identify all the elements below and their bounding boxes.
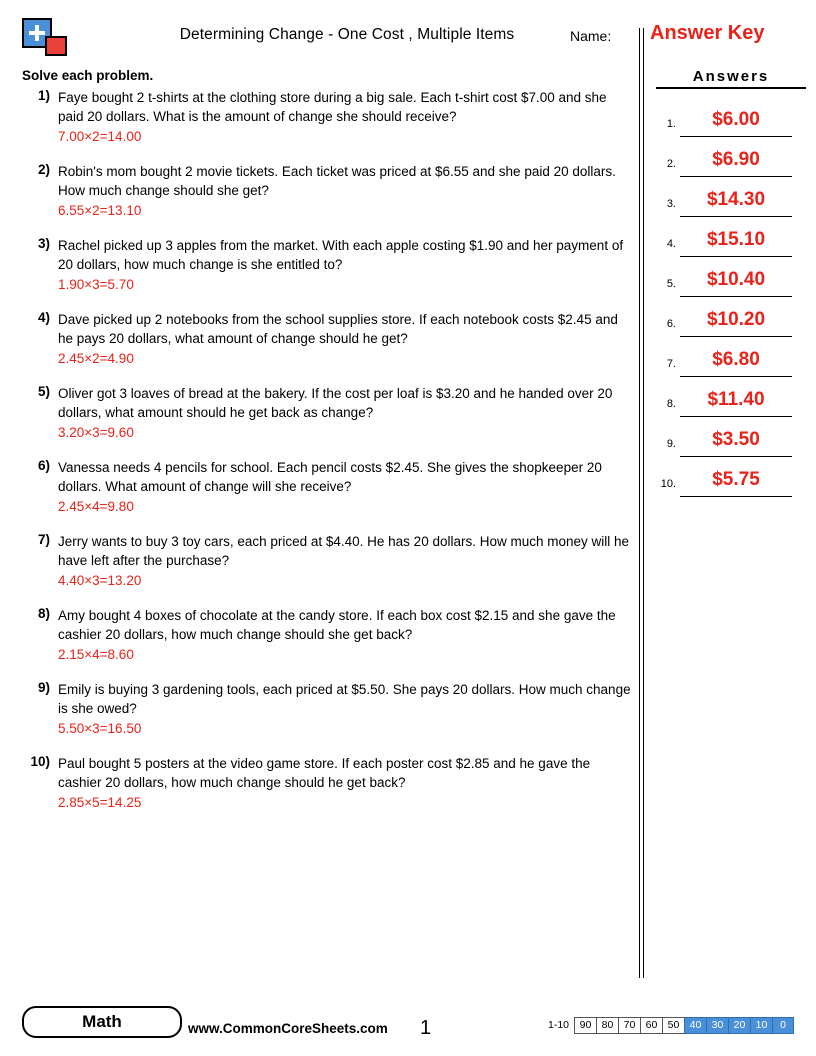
problem-text: Oliver got 3 loaves of bread at the bakery. If the cost per loaf is $3.20 and he handed over 20 dollars, what amount should he get back as change? [58,386,613,420]
answers-heading: Answers [656,68,806,89]
answer-index: 7. [666,358,676,370]
answer-row [652,464,808,504]
scale-box-50: 50 [662,1017,684,1034]
answer-value[interactable]: $3.50 [680,424,792,457]
problem-text: Faye bought 2 t-shirts at the clothing store during a big sale. Each t-shirt cost $7.00 and she paid 20 dollars. What is the amount of change she should receive? [58,90,607,124]
page-title: Determining Change - One Cost , Multiple Items [179,26,515,43]
answer-row [652,344,808,384]
problem-text: Jerry wants to buy 3 toy cars, each priced at $4.40. He has 20 dollars. How much money will he have left after the purchase? [58,534,630,568]
name-label: Name: [570,28,612,44]
problem-number: 2) [37,162,50,177]
problem-text: Vanessa needs 4 pencils for school. Each pencil costs $2.45. She gives the shopkeeper 20 dollars. What amount of change will she receive? [58,460,602,494]
website-url[interactable]: www.CommonCoreSheets.com [188,1021,388,1036]
problem-item [22,384,632,442]
problem-text: Rachel picked up 3 apples from the market. With each apple costing $1.90 and her payment of 20 dollars, how much change is she entitled to? [58,238,624,272]
problem-item [22,754,632,812]
problem-item [22,162,632,220]
answers-list [652,104,808,504]
problem-work: 6.55×2=13.10 [58,203,142,218]
problem-item [22,88,632,146]
scale-box-30: 30 [706,1017,728,1034]
problem-item [22,458,632,516]
problem-number: 3) [37,236,50,251]
answer-row [652,304,808,344]
problem-item [22,236,632,294]
problem-text: Emily is buying 3 gardening tools, each priced at $5.50. She pays 20 dollars. How much change is she owed? [58,682,631,716]
scale-box-20: 20 [728,1017,750,1034]
answer-value[interactable]: $6.00 [680,104,792,137]
commoncoresheets-logo-icon [22,18,80,58]
scale-box-80: 80 [596,1017,618,1034]
problem-number: 8) [37,606,50,621]
problem-work: 1.90×3=5.70 [58,277,134,292]
problem-number: 4) [37,310,50,325]
problem-work: 2.45×2=4.90 [58,351,134,366]
answer-value[interactable]: $6.80 [680,344,792,377]
answer-index: 5. [666,278,676,290]
page-number: 1 [420,1017,432,1039]
scale-box-70: 70 [618,1017,640,1034]
answer-value[interactable]: $10.20 [680,304,792,337]
answer-row [652,224,808,264]
problem-work: 3.20×3=9.60 [58,425,134,440]
problem-item [22,680,632,738]
answer-row [652,144,808,184]
scale-box-90: 90 [574,1017,596,1034]
answer-value[interactable]: $14.30 [680,184,792,217]
problem-number: 7) [37,532,50,547]
subject-badge: Math [22,1006,182,1038]
answer-key-badge: Answer Key [650,22,765,44]
scale-box-60: 60 [640,1017,662,1034]
answer-row [652,104,808,144]
scale-range-label: 1-10 [547,1019,569,1031]
problem-text: Paul bought 5 posters at the video game store. If each poster cost $2.85 and he gave the cashier 20 dollars, how much change should he get back? [58,756,591,790]
scale-box-10: 10 [750,1017,772,1034]
answer-index: 6. [666,318,676,330]
problem-item [22,532,632,590]
answer-index: 9. [666,438,676,450]
answer-index: 3. [666,198,676,210]
grading-scale [548,1017,794,1034]
problem-number: 6) [37,458,50,473]
answer-value[interactable]: $5.75 [680,464,792,497]
problem-number: 9) [37,680,50,695]
answer-row [652,184,808,224]
problem-work: 4.40×3=13.20 [58,573,142,588]
problem-text: Amy bought 4 boxes of chocolate at the candy store. If each box cost $2.15 and she gave the cashier 20 dollars, how much change should she get back? [58,608,616,642]
answer-index: 10. [660,478,676,490]
problem-number: 1) [37,88,50,103]
problem-work: 2.45×4=9.80 [58,499,134,514]
problem-number: 10) [30,754,50,769]
answer-index: 4. [666,238,676,250]
column-divider [639,28,640,978]
answer-index: 8. [666,398,676,410]
problem-number: 5) [37,384,50,399]
column-divider-2 [643,28,644,978]
problem-text: Dave picked up 2 notebooks from the school supplies store. If each notebook costs $2.45 and he pays 20 dollars, what amount of change should he get? [58,312,618,346]
answer-value[interactable]: $15.10 [680,224,792,257]
answer-value[interactable]: $10.40 [680,264,792,297]
answer-row [652,424,808,464]
problem-work: 7.00×2=14.00 [58,129,142,144]
answer-row [652,384,808,424]
scale-box-0: 0 [772,1017,794,1034]
answer-value[interactable]: $6.90 [680,144,792,177]
answer-value[interactable]: $11.40 [680,384,792,417]
problem-text: Robin's mom bought 2 movie tickets. Each ticket was priced at $6.55 and she paid 20 dollars. How much change should she get? [58,164,616,198]
problem-work: 5.50×3=16.50 [58,721,142,736]
answer-row [652,264,808,304]
problem-work: 2.15×4=8.60 [58,647,134,662]
problem-work: 2.85×5=14.25 [58,795,142,810]
problem-item [22,606,632,664]
instructions: Solve each problem. [22,68,154,83]
scale-box-40: 40 [684,1017,706,1034]
answer-index: 1. [666,118,676,130]
problem-list [22,88,632,828]
problem-item [22,310,632,368]
page-header [22,18,794,58]
answer-index: 2. [666,158,676,170]
